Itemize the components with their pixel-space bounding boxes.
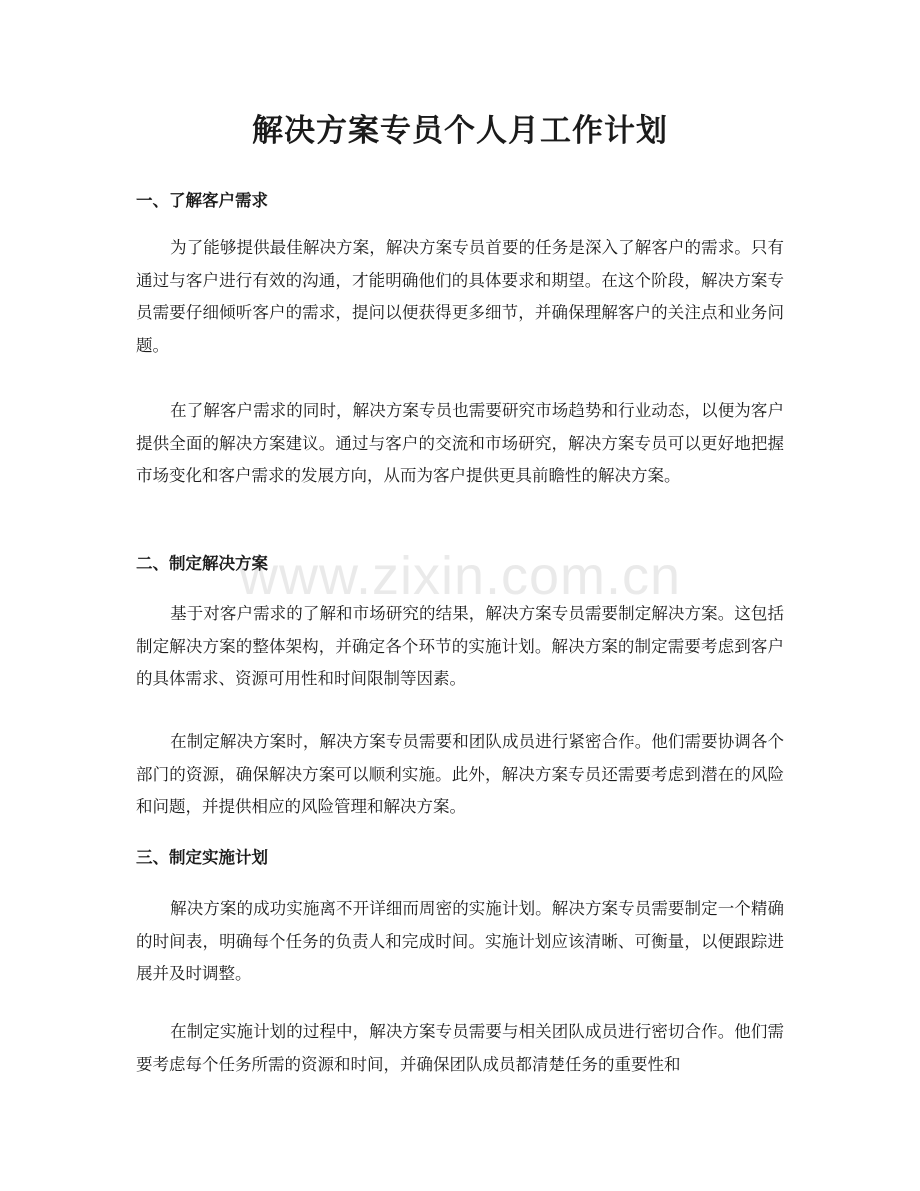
section-heading-3: 三、制定实施计划 <box>136 848 268 867</box>
paragraph-1-1: 为了能够提供最佳解决方案，解决方案专员首要的任务是深入了解客户的需求。只有通过与客户进行有效的沟通，才能明确他们的具体要求和期望。在这个阶段，解决方案专员需要仔细倾听客户的需求，提问以便获得更多细节，并确保理解客户的关注点和业务问题。 <box>136 238 784 355</box>
section-heading-1: 一、了解客户需求 <box>136 191 268 210</box>
section-heading-2: 二、制定解决方案 <box>136 554 268 573</box>
document-title: 解决方案专员个人月工作计划 <box>252 113 668 149</box>
paragraph-2-1: 基于对客户需求的了解和市场研究的结果，解决方案专员需要制定解决方案。这包括制定解决方案的整体架构，并确定各个环节的实施计划。解决方案的制定需要考虑到客户的具体需求、资源可用性和时间限制等因素。 <box>136 604 784 688</box>
watermark: www.zixin.com.cn <box>238 546 682 606</box>
paragraph-2-2: 在制定解决方案时，解决方案专员需要和团队成员进行紧密合作。他们需要协调各个部门的资源，确保解决方案可以顺利实施。此外，解决方案专员还需要考虑到潜在的风险和问题，并提供相应的风险管理和解决方案。 <box>136 732 784 816</box>
paragraph-3-2: 在制定实施计划的过程中，解决方案专员需要与相关团队成员进行密切合作。他们需要考虑每个任务所需的资源和时间，并确保团队成员都清楚任务的重要性和 <box>136 1022 784 1074</box>
paragraph-3-1: 解决方案的成功实施离不开详细而周密的实施计划。解决方案专员需要制定一个精确的时间表，明确每个任务的负责人和完成时间。实施计划应该清晰、可衡量，以便跟踪进展并及时调整。 <box>136 899 784 983</box>
paragraph-1-2: 在了解客户需求的同时，解决方案专员也需要研究市场趋势和行业动态，以便为客户提供全面的解决方案建议。通过与客户的交流和市场研究，解决方案专员可以更好地把握市场变化和客户需求的发展方向，从而为客户提供更具前瞻性的解决方案。 <box>136 401 784 485</box>
